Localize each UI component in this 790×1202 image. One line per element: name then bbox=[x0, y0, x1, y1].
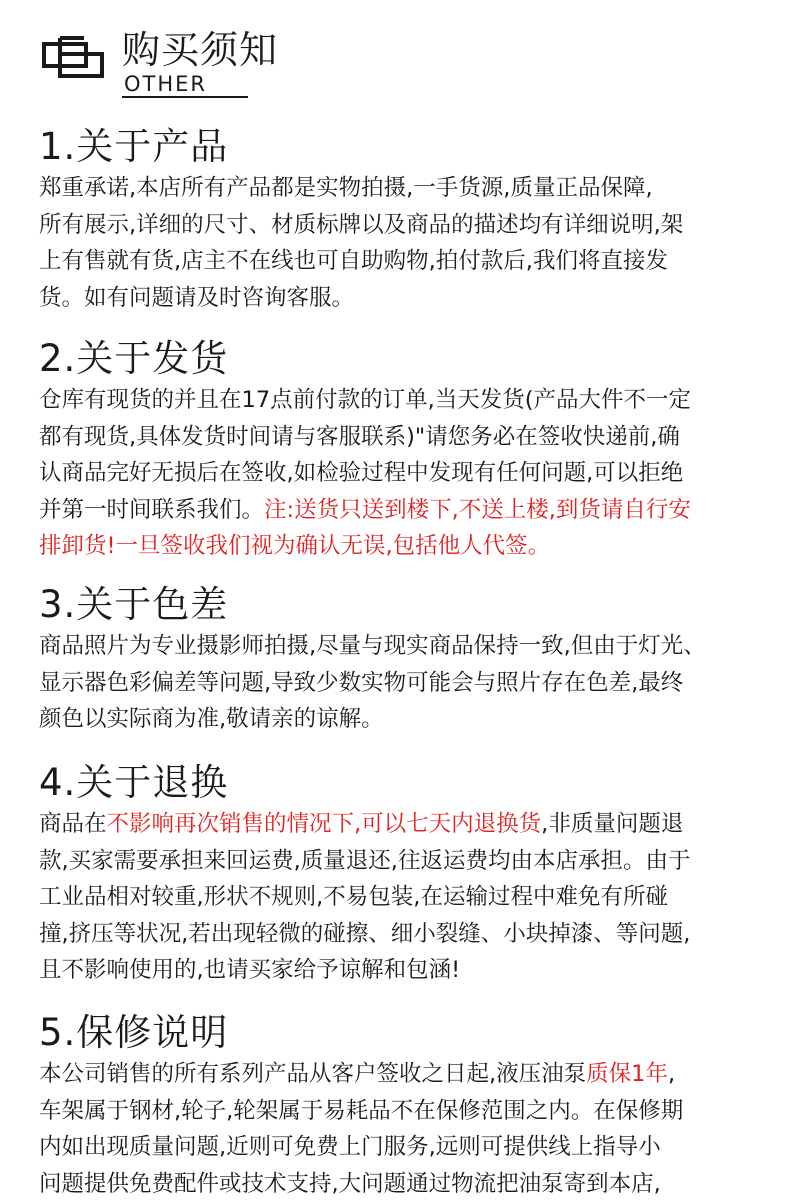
body-line bbox=[39, 455, 779, 492]
body-line bbox=[39, 806, 779, 843]
page-title: 购买须知 bbox=[122, 28, 279, 72]
body-line bbox=[39, 419, 779, 456]
section-body bbox=[39, 382, 779, 565]
body-line bbox=[39, 628, 779, 665]
body-text: 商品照片为专业摄影师拍摄,尽量与现实商品保持一致,但由于灯光、 bbox=[39, 633, 706, 659]
section-color-difference bbox=[39, 582, 779, 738]
section-returns bbox=[39, 760, 779, 989]
body-line bbox=[39, 1093, 779, 1130]
body-text: 货。如有问题请及时咨询客服。 bbox=[39, 284, 355, 311]
body-line bbox=[39, 207, 779, 244]
body-line bbox=[39, 952, 779, 989]
body-line bbox=[39, 492, 779, 529]
section-title: 1.关于产品 bbox=[39, 125, 229, 168]
highlighted-text: 不影响再次销售的情况下,可以七天内退换货 bbox=[106, 811, 542, 837]
subtitle-underline bbox=[122, 96, 248, 98]
body-line bbox=[39, 528, 779, 565]
body-text: 内如出现质量问题,近则可免费上门服务,远则可提供线上指导小 bbox=[39, 1134, 661, 1161]
section-body bbox=[39, 1056, 779, 1202]
body-text: 认商品完好无损后在签收,如检验过程中发现有任何问题,可以拒绝 bbox=[39, 460, 684, 487]
body-text: 问题提供免费配件或技术支持,大问题通过物流把油泵寄到本店, bbox=[39, 1170, 661, 1197]
body-text: 撞,挤压等状况,若出现轻微的碰擦、细小裂缝、小块掉漆、等问题, bbox=[39, 920, 691, 947]
body-line bbox=[39, 665, 779, 702]
body-text: 颜色以实际商为准,敬请亲的谅解。 bbox=[39, 706, 384, 733]
body-text: 仓库有现货的并且在17点前付款的订单,当天发货(产品大件不一定 bbox=[39, 387, 692, 413]
body-line bbox=[39, 879, 779, 916]
body-text: 本公司销售的所有系列产品从客户签收之日起,液压油泵 bbox=[39, 1061, 587, 1087]
body-line bbox=[39, 1056, 779, 1093]
body-line bbox=[39, 170, 779, 207]
body-text: 款,买家需要承担来回运费,质量退还,往返运费均由本店承担。由于 bbox=[39, 847, 691, 874]
highlighted-text: 质保1年 bbox=[586, 1061, 668, 1087]
body-line bbox=[39, 843, 779, 880]
page-subtitle: OTHER bbox=[124, 72, 208, 96]
body-text: 车架属于钢材,轮子,轮架属于易耗品不在保修范围之内。在保修期 bbox=[39, 1097, 684, 1124]
section-body bbox=[39, 806, 779, 989]
body-line bbox=[39, 1129, 779, 1166]
section-title: 2.关于发货 bbox=[39, 337, 229, 380]
section-title: 5.保修说明 bbox=[39, 1011, 229, 1054]
body-text: 商品在 bbox=[39, 811, 107, 837]
section-title: 4.关于退换 bbox=[39, 761, 229, 804]
body-line bbox=[39, 243, 779, 280]
body-text: 郑重承诺,本店所有产品都是实物拍摄,一手货源,质量正品保障, bbox=[39, 175, 653, 201]
highlighted-text: 注:送货只送到楼下,不送上楼,到货请自行安 bbox=[264, 496, 691, 523]
body-line bbox=[39, 701, 779, 738]
section-body bbox=[39, 628, 779, 738]
body-line bbox=[39, 1166, 779, 1202]
body-text: 且不影响使用的,也请买家给予谅解和包涵! bbox=[39, 957, 461, 984]
section-body bbox=[39, 170, 779, 316]
section-shipping bbox=[39, 336, 779, 565]
highlighted-text: 排卸货!一旦签收我们视为确认无误,包括他人代签。 bbox=[39, 533, 551, 560]
body-text: 显示器色彩偏差等问题,导致少数实物可能会与照片存在色差,最终 bbox=[39, 669, 684, 696]
body-text: , bbox=[667, 1061, 676, 1087]
body-text: 工业品相对较重,形状不规则,不易包装,在运输过程中难免有所碰 bbox=[39, 884, 668, 911]
section-title: 3.关于色差 bbox=[39, 583, 229, 626]
page-header bbox=[42, 26, 342, 106]
body-line bbox=[39, 280, 779, 317]
body-line bbox=[39, 916, 779, 953]
body-text: 所有展示,详细的尺寸、材质标牌以及商品的描述均有详细说明,架 bbox=[39, 211, 684, 238]
body-line bbox=[39, 382, 779, 419]
section-warranty bbox=[39, 1010, 779, 1202]
window-layers-icon bbox=[42, 34, 106, 80]
section-product bbox=[39, 124, 779, 316]
body-text: 上有售就有货,店主不在线也可自助购物,拍付款后,我们将直接发 bbox=[39, 248, 668, 275]
body-text: ,非质量问题退 bbox=[541, 811, 684, 837]
body-text: 都有现货,具体发货时间请与客服联系)"请您务必在签收快递前,确 bbox=[39, 423, 680, 450]
body-text: 并第一时间联系我们。 bbox=[39, 496, 265, 523]
